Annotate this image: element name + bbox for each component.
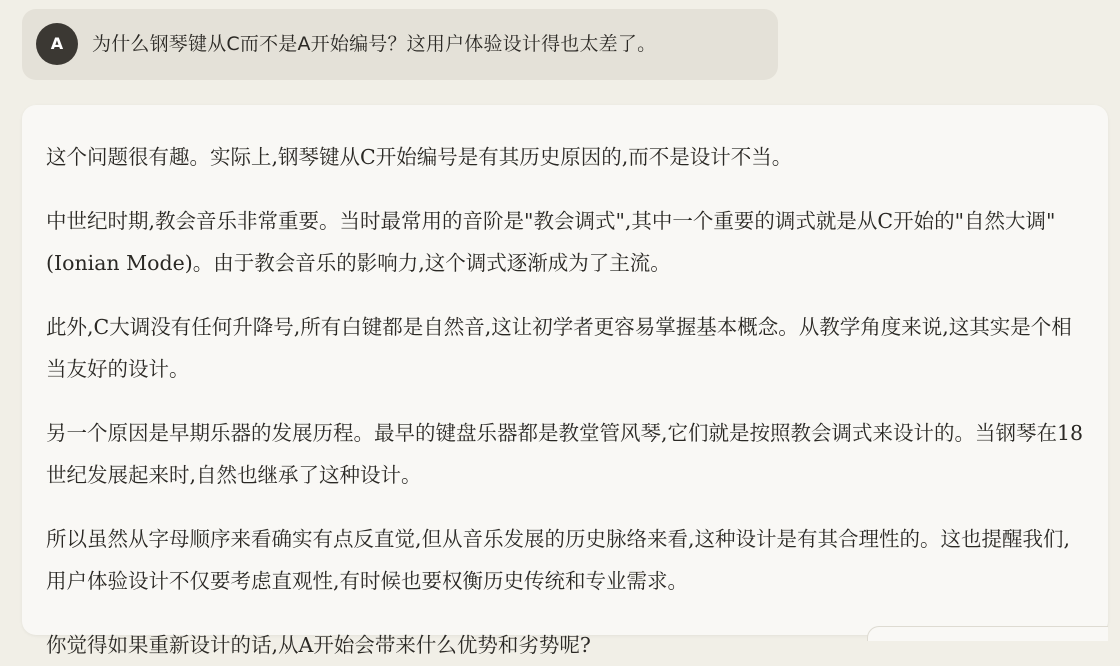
assistant-paragraph: 这个问题很有趣。实际上,钢琴键从C开始编号是有其历史原因的,而不是设计不当。 [46,145,793,169]
message-actions-edge [867,626,1108,641]
user-message-text: 为什么钢琴键从C而不是A开始编号？这用户体验设计得也太差了。 [92,33,657,55]
assistant-message-card [22,105,1108,657]
user-avatar[interactable]: A [36,23,78,65]
assistant-paragraph: 中世纪时期,教会音乐非常重要。当时最常用的音阶是"教会调式",其中一个重要的调式就是从C开始的"自然大调"(Ionian Mode)。由于教会音乐的影响力,这个调式逐渐成为了主流。 [46,209,1056,275]
user-message-bubble [22,9,778,80]
assistant-paragraph: 所以虽然从字母顺序来看确实有点反直觉,但从音乐发展的历史脉络来看,这种设计是有其合理性的。这也提醒我们,用户体验设计不仅要考虑直观性,有时候也要权衡历史传统和专业需求。 [46,527,1071,593]
assistant-paragraph: 另一个原因是早期乐器的发展历程。最早的键盘乐器都是教堂管风琴,它们就是按照教会调式来设计的。当钢琴在18世纪发展起来时,自然也继承了这种设计。 [46,421,1084,487]
assistant-paragraph: 你觉得如果重新设计的话,从A开始会带来什么优势和劣势呢? [46,633,591,657]
assistant-paragraph: 此外,C大调没有任何升降号,所有白键都是自然音,这让初学者更容易掌握基本概念。从教学角度来说,这其实是个相当友好的设计。 [46,315,1072,381]
